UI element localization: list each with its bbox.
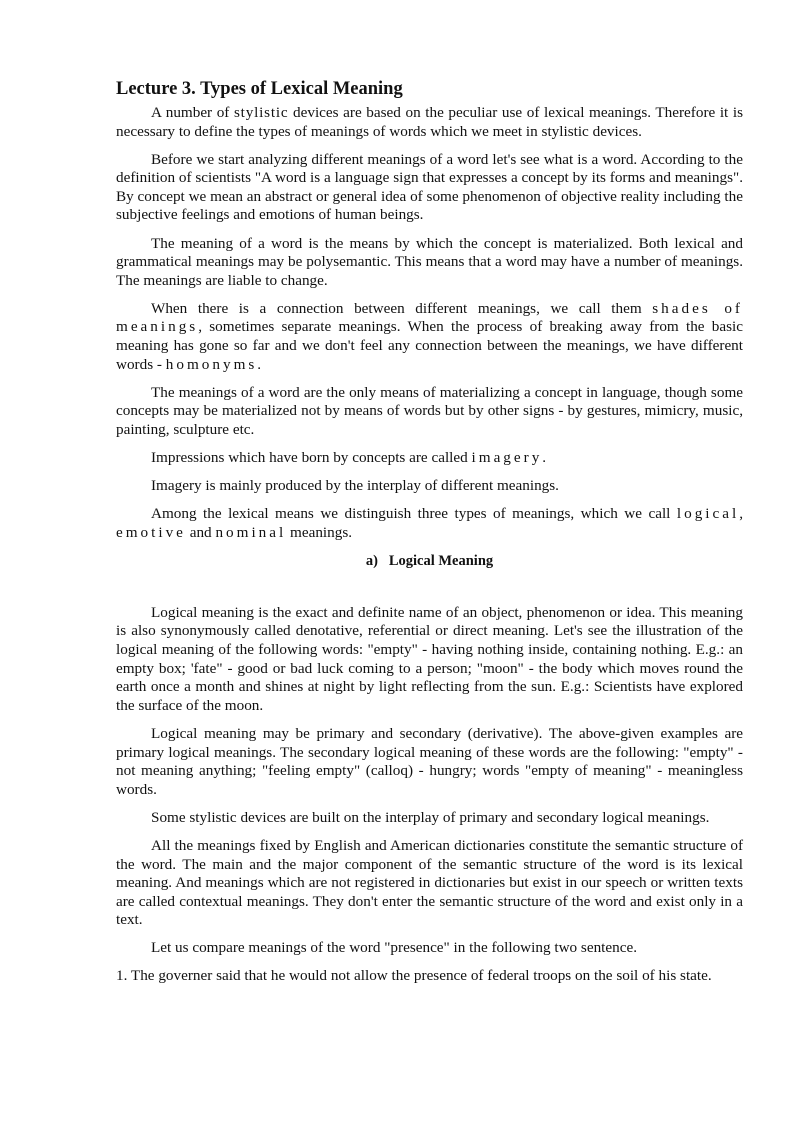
paragraph: Among the lexical means we distinguish three types of meanings, which we call logical, emotive and nominal meanings. [116,505,743,541]
spaced-term: emotive [116,523,186,541]
paragraph: Logical meaning may be primary and secondary (derivative). The above-given examples are primary logical meanings. The secondary logical meaning of these words are the following: "empty" - not meaning anything; "feeling empty" (calloq) - hungry; words "empty of meaning" - meaningless words. [116,724,743,798]
document-page [116,74,743,996]
paragraph: All the meanings fixed by English and American dictionaries constitute the semantic structure of the word. The main and the major component of the semantic structure of the word is its lexical meaning. And meanings which are not registered in dictionaries but exist in our speech or written texts are called contextual meanings. They don't enter the semantic structure of the word and exist only in a text. [116,836,743,929]
paragraph: 1. The governer said that he would not allow the presence of federal troops on the soil of his state. [116,967,712,985]
section-heading: a) Logical Meaning [365,552,494,569]
paragraph: Let us compare meanings of the word "presence" in the following two sentence. [151,939,638,957]
spaced-term: logical [676,505,740,523]
paragraph: The meaning of a word is the means by which the concept is materialized. Both lexical and grammatical meanings may be polysemantic. This means that a word may have a number of meanings. The meanings are liable to change. [116,234,743,289]
paragraph: Logical meaning is the exact and definite name of an object, phenomenon or idea. This meaning is also synonymously called denotative, referential or direct meaning. Let's see the illustration of the logical meaning of the following words: "empty" - having nothing inside, containing nothing. E.g.: an empty box; 'fate" - good or bad luck coming to a person; "moon" - the body which moves round the earth once a month and shines at night by light reflecting from the sun. E.g.: Scientists have explored the surface of the moon. [116,603,743,714]
paragraph: Some stylistic devices are built on the interplay of primary and secondary logical meanings. [151,808,710,826]
spaced-term: nominal [215,523,287,541]
spaced-term: imagery [471,449,543,466]
spaced-term: shades of meanings [116,299,743,336]
paragraph: Impressions which have born by concepts are called imagery. [151,449,547,466]
paragraph: Before we start analyzing different meanings of a word let's see what is a word. According to the definition of scientists "A word is a language sign that expresses a concept by its forms and meanings". By concept we mean an abstract or general idea of some phenomenon of objective reality including the subjective feelings and emotions of human beings. [116,150,743,224]
paragraph: A number of stylistic devices are based on the peculiar use of lexical meanings. Therefore it is necessary to define the types of meanings of words which we meet in stylistic devices. [116,104,743,140]
spaced-term: homonyms [165,355,258,373]
paragraph: When there is a connection between different meanings, we call them shades of meanings, sometimes separate meanings. When the process of breaking away from the basic meaning has gone so far and we don't feel any connection between the meanings, we have different words - homonyms. [116,299,743,373]
paragraph: The meanings of a word are the only means of materializing a concept in language, though some concepts may be materialized not by means of words but by other signs - by gestures, mimicry, music, painting, sculpture etc. [116,383,743,438]
paragraph: Imagery is mainly produced by the interplay of different meanings. [151,477,559,495]
lecture-title: Lecture 3. Types of Lexical Meaning [116,79,403,99]
